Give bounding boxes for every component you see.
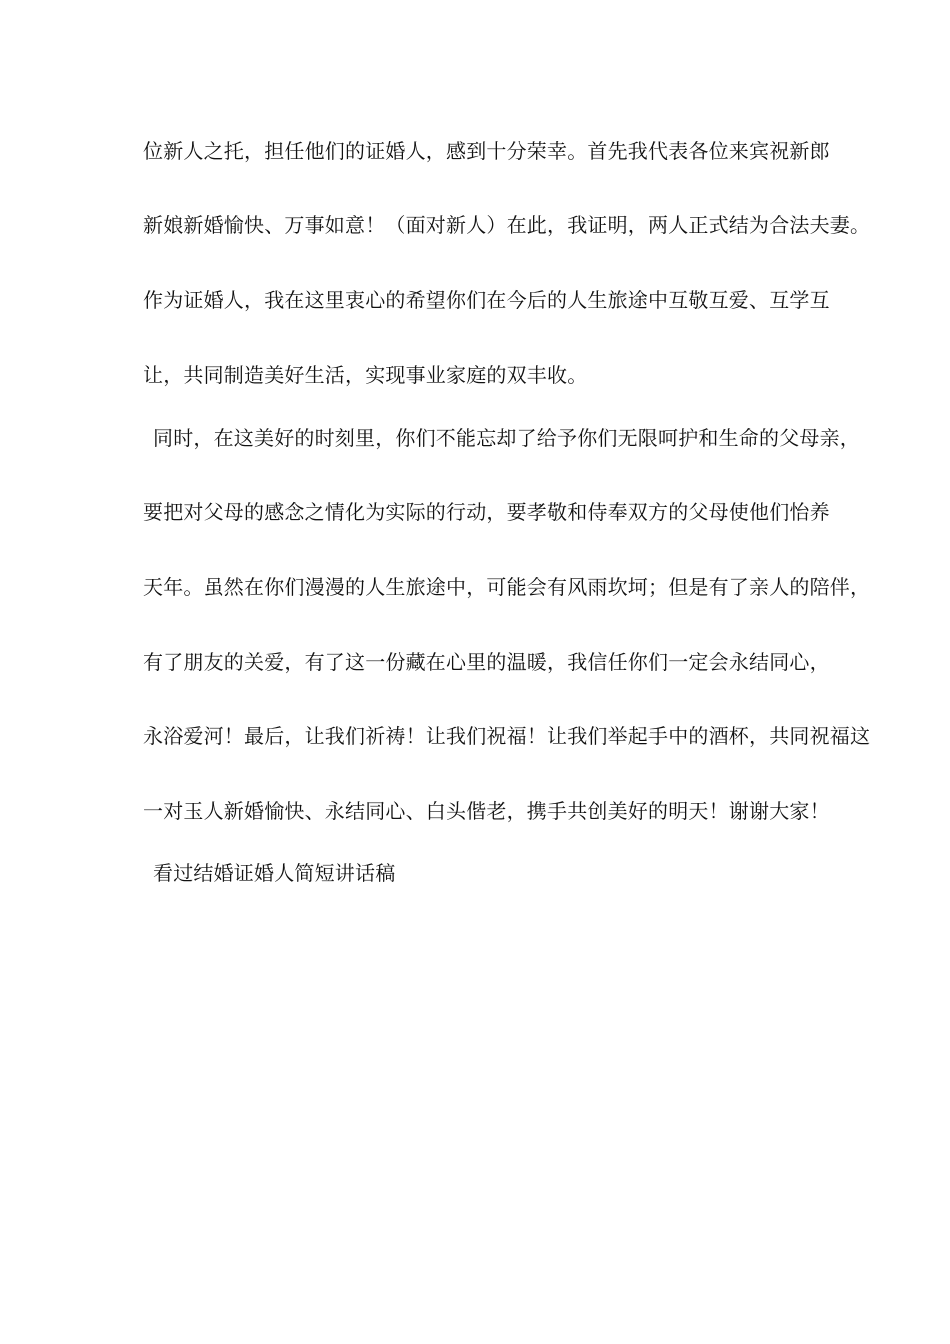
paragraph-line: 要把对父母的感念之情化为实际的行动，要孝敬和侍奉双方的父母使他们怡养 — [143, 500, 830, 524]
paragraph-line: 有了朋友的关爱，有了这一份藏在心里的温暖，我信任你们一定会永结同心， — [143, 650, 830, 674]
paragraph-line: 一对玉人新婚愉快、永结同心、白头偕老，携手共创美好的明天！谢谢大家！ — [143, 799, 830, 823]
paragraph-line: 同时，在这美好的时刻里，你们不能忘却了给予你们无限呵护和生命的父母亲， — [153, 426, 860, 450]
paragraph-line: 新娘新婚愉快、万事如意！（面对新人）在此，我证明，两人正式结为合法夫妻。 — [143, 213, 871, 237]
related-article-title: 看过结婚证婚人简短讲话稿 — [153, 861, 396, 885]
paragraph-line: 永浴爱河！最后，让我们祈祷！让我们祝福！让我们举起手中的酒杯，共同祝福这 — [143, 724, 871, 748]
paragraph-line: 让，共同制造美好生活，实现事业家庭的双丰收。 — [143, 363, 588, 387]
paragraph-line: 天年。虽然在你们漫漫的人生旅途中，可能会有风雨坎坷；但是有了亲人的陪伴， — [143, 575, 871, 599]
paragraph-line: 作为证婚人，我在这里衷心的希望你们在今后的人生旅途中互敬互爱、互学互 — [143, 288, 830, 312]
paragraph-line: 位新人之托，担任他们的证婚人，感到十分荣幸。首先我代表各位来宾祝新郎 — [143, 139, 830, 163]
